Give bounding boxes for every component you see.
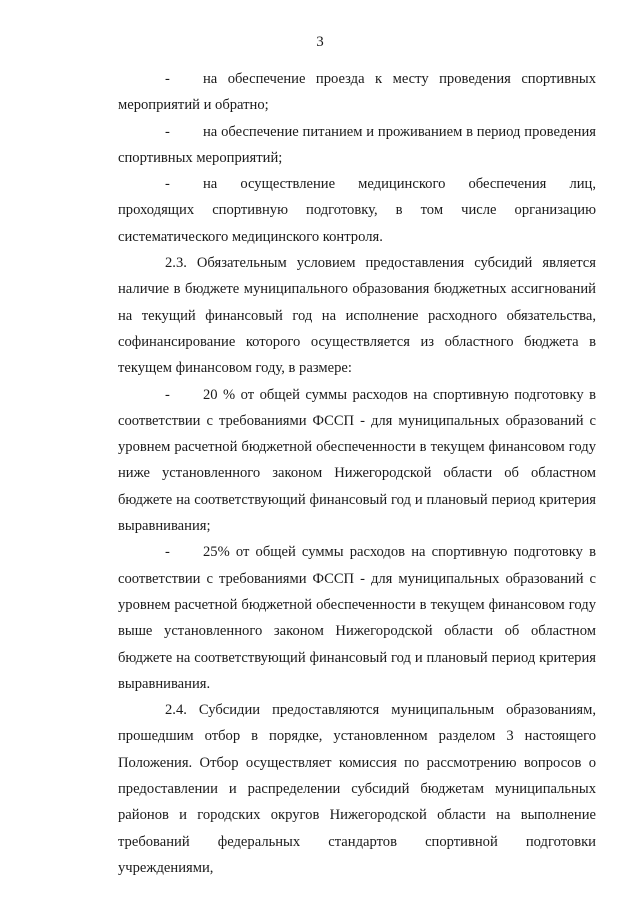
list-bullet: - (165, 123, 170, 140)
list-bullet: - (165, 176, 170, 193)
list-item-25-percent (118, 539, 596, 697)
clause-text: Обязательным условием предоставления субсидий является наличие в бюджете муниципального образования бюджетных ассигнований на текущий финансовый год на исполнение расходного обязательства, софинансирование которого осуществляется из областного бюджета в текущем финансовом году, в размере: (118, 255, 596, 377)
page-number: 3 (316, 34, 324, 50)
clause-text: Субсидии предоставляются муниципальным образованиям, прошедшим отбор в порядке, установленном разделом 3 настоящего Положения. Отбор осуществляет комиссия по рассмотрению вопросов о предоставлении и распределении субсидий бюджетам муниципальных районов и городских округов Нижегородской области на выполнение требований федеральных стандартов спортивной подготовки учреждениями, (118, 702, 597, 876)
list-item-travel (118, 66, 596, 119)
document-body (118, 66, 596, 881)
list-item-text: 25% от общей суммы расходов на спортивную подготовку в соответствии с требованиями ФССП - для муниципальных образований с уровнем расчетной бюджетной обеспеченности в текущем финансовом году выше установленного законом Нижегородской области об областном бюджете на соответствующий финансовый год и плановый период критерия выравнивания. (118, 544, 596, 692)
list-item-20-percent (118, 382, 596, 540)
list-item-text: на обеспечение питанием и проживанием в период проведения спортивных мероприятий; (118, 123, 596, 166)
list-item-text: 20 % от общей суммы расходов на спортивную подготовку в соответствии с требованиями ФССП - для муниципальных образований с уровнем расчетной бюджетной обеспеченности в текущем финансовом году ниже установленного законом Нижегородской области об областном бюджете на соответствующий финансовый год и плановый период критерия выравнивания; (118, 386, 596, 535)
list-item-medical (118, 171, 596, 250)
clause-number: 2.4. (165, 702, 187, 719)
clause-number: 2.3. (165, 255, 187, 272)
clause-2-4 (118, 697, 596, 881)
list-item-text: на осуществление медицинского обеспечения лиц, проходящих спортивную подготовку, в том числе организацию систематического медицинского контроля. (118, 176, 596, 245)
list-item-food (118, 119, 596, 172)
list-bullet: - (165, 386, 170, 403)
clause-2-3 (118, 250, 596, 381)
list-bullet: - (165, 544, 170, 561)
list-bullet: - (165, 71, 170, 87)
list-item-text: на обеспечение проезда к месту проведения спортивных мероприятий и обратно; (118, 71, 596, 114)
